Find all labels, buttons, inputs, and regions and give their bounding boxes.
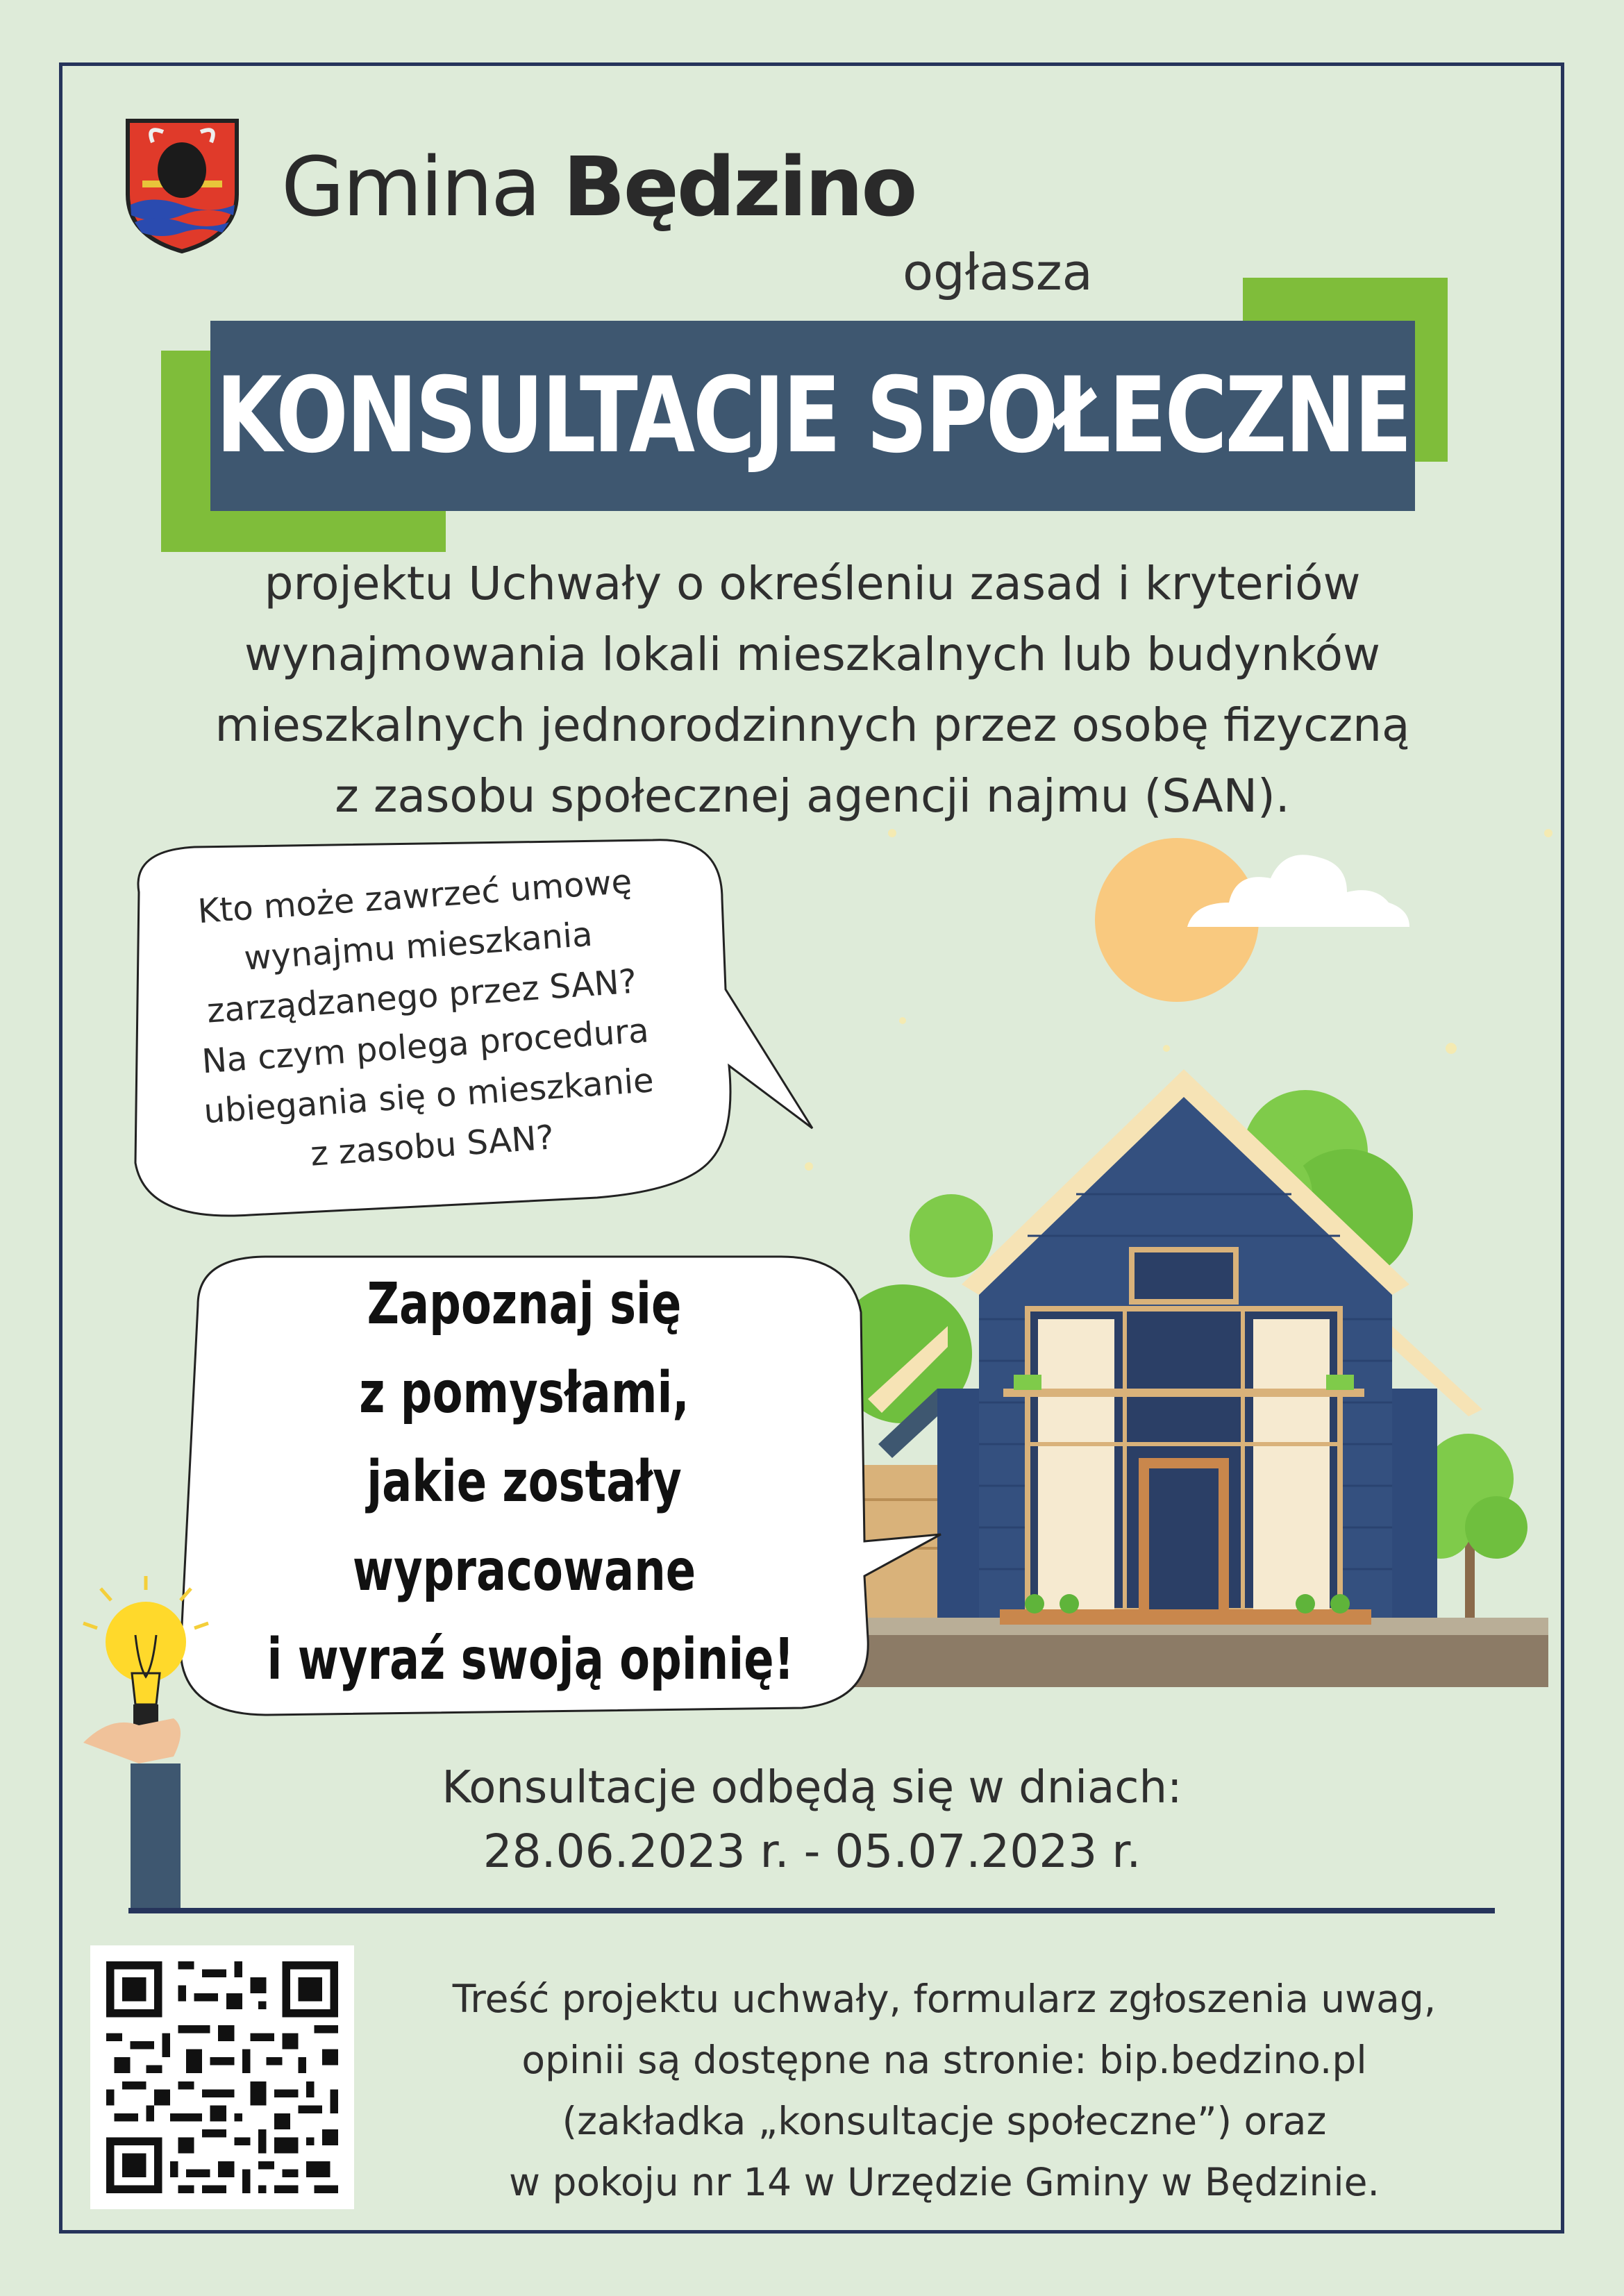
subtitle-line: projektu Uchwały o określeniu zasad i kryteriów — [264, 557, 1361, 610]
subtitle-line: mieszkalnych jednorodzinnych przez osobę fizyczną — [215, 698, 1410, 752]
footer-line: opinii są dostępne na stronie: bip.bedzino.pl — [521, 2038, 1367, 2082]
brand-name-bold: Będzino — [562, 139, 916, 235]
page-title: KONSULTACJE SPOŁECZNE — [215, 355, 1410, 476]
bubble-line: zarządzanego przez SAN? — [206, 962, 638, 1031]
bubble-line: wynajmu mieszkania — [242, 914, 594, 978]
bubble-line: Na czym polega procedura — [200, 1011, 651, 1082]
announce-label: ogłasza — [903, 243, 1093, 301]
bubble-big-line: jakie zostały — [367, 1449, 682, 1515]
dates-label: Konsultacje odbędą się w dniach: — [442, 1762, 1182, 1813]
speech-bubble-big-text — [194, 1260, 854, 1704]
bubble-big-line: Zapoznaj się — [367, 1271, 682, 1337]
footer-line: w pokoju nr 14 w Urzędzie Gminy w Będzinie. — [509, 2160, 1380, 2204]
divider — [128, 1908, 1495, 1913]
subtitle — [111, 548, 1514, 832]
coat-of-arms-icon — [125, 118, 240, 253]
bubble-big-line: z pomysłami, — [359, 1360, 689, 1426]
brand-name — [281, 139, 915, 235]
dates-range: 28.06.2023 r. - 05.07.2023 r. — [483, 1825, 1141, 1878]
footer-line: Treść projektu uchwały, formularz zgłoszenia uwag, — [452, 1977, 1437, 2021]
qr-code — [90, 1945, 354, 2209]
title-banner — [210, 321, 1415, 511]
brand-name-light: Gmina — [281, 139, 563, 235]
bubble-line: z zasobu SAN? — [309, 1118, 555, 1174]
bubble-big-line: wypracowane — [352, 1538, 696, 1604]
bubble-line: Kto może zawrzeć umowę — [196, 862, 633, 932]
subtitle-line: wynajmowania lokali mieszkalnych lub budynków — [244, 628, 1381, 681]
footer-info — [389, 1968, 1500, 2213]
subtitle-line: z zasobu społecznej agencji najmu (SAN). — [335, 769, 1290, 823]
speech-bubble-small-text — [136, 853, 711, 1191]
footer-line: (zakładka „konsultacje społeczne”) oraz — [562, 2099, 1327, 2143]
bubble-big-line: i wyraź swoją opinię! — [267, 1627, 794, 1693]
bubble-line: ubiegania się o mieszkanie — [202, 1061, 655, 1132]
